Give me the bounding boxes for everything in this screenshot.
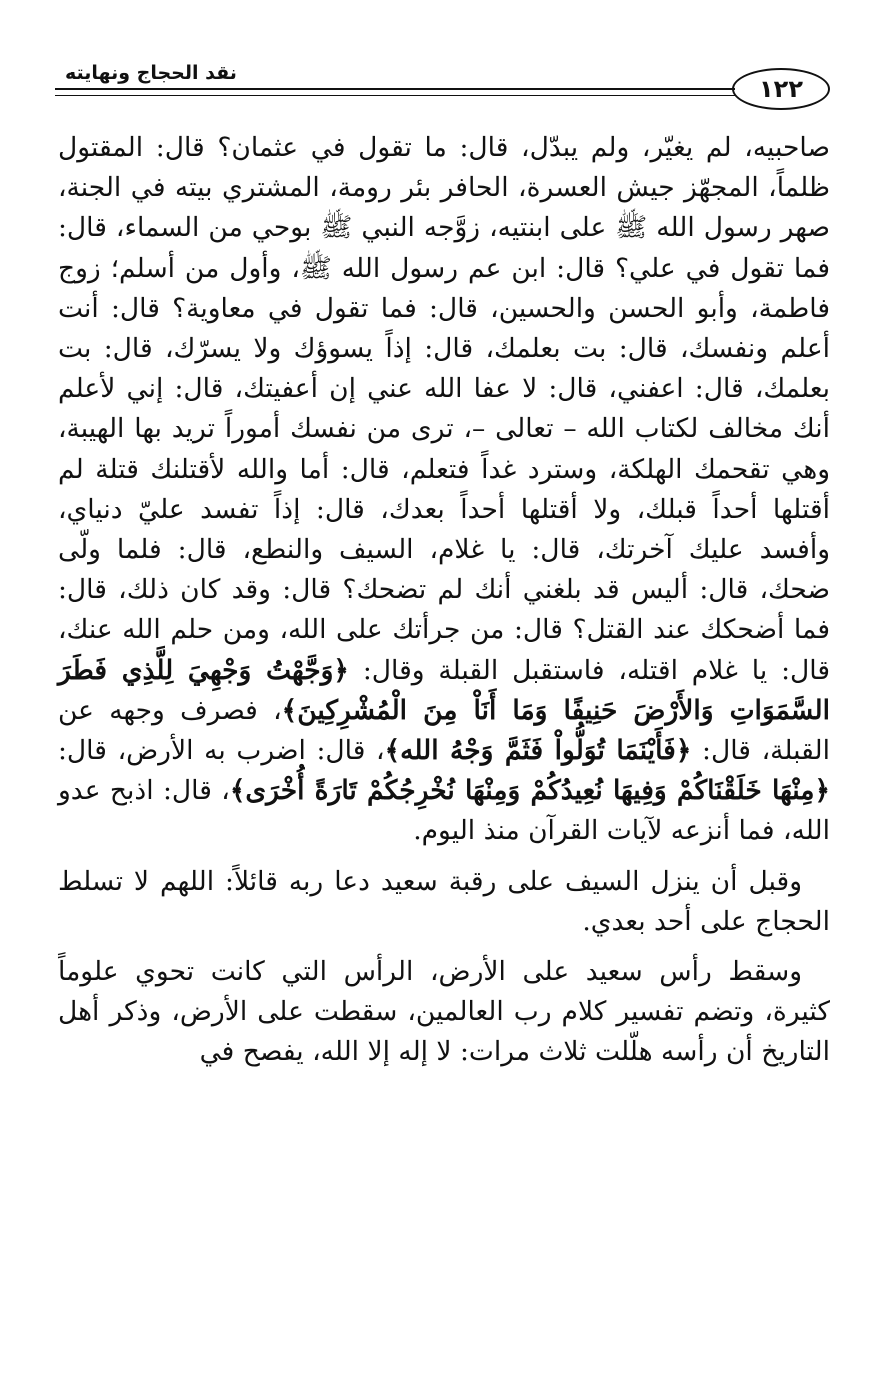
paragraph-2: وقبل أن ينزل السيف على رقبة سعيد دعا ربه قائلاً: اللهم لا تسلط الحجاج على أحد بعدي. xyxy=(58,865,830,937)
quran-verse: ﴿وَجَّهْتُ وَجْهِيَ لِلَّذِي فَطَرَ السَّمَوَاتِ وَالأَرْضَ حَنِيفًا وَمَا أَنَاْ مِنَ الْمُشْرِكِينَ﴾ xyxy=(58,654,830,726)
header-rule xyxy=(55,88,735,96)
paragraph-3: وسقط رأس سعيد على الأرض، الرأس التي كانت تحوي علوماً كثيرة، وتضم تفسير كلام رب العالمين، سقطت على الأرض، وذكر أهل التاريخ أن رأسه هلّلت ثلاث مرات: لا إله إلا الله، يفصح في xyxy=(58,956,830,1068)
text-segment: ، قال: اذبح عدو الله، فما أنزعه لآيات القرآن منذ اليوم. xyxy=(58,775,830,847)
text-segment: ، قال: اضرب به الأرض، قال: xyxy=(58,735,385,767)
paragraph-1 xyxy=(58,128,830,852)
quran-verse: ﴿فَأَيْنَمَا تُوَلُّواْ فَثَمَّ وَجْهُ الله﴾ xyxy=(384,735,692,767)
quran-verse: ﴿مِنْهَا خَلَقْنَاكُمْ وَفِيهَا نُعِيدُكُمْ وَمِنْهَا نُخْرِجُكُمْ تَارَةً أُخْرَى﴾ xyxy=(229,775,830,807)
text-segment: ، فصرف وجهه عن القبلة، قال: xyxy=(58,694,830,767)
running-title: نقد الحجاج ونهايته xyxy=(65,62,237,84)
page-body xyxy=(58,128,830,1073)
page-header xyxy=(55,58,830,108)
page-number: ١٢٢ xyxy=(732,68,830,110)
text-segment: صاحبيه، لم يغيّر، ولم يبدّل، قال: ما تقول في عثمان؟ قال: المقتول ظلماً، المجهّز جيش العسرة، الحافر بئر رومة، المشتري بيته في الجنة، صهر رسول الله ﷺ على ابنتيه، زوَّجه النبي ﷺ بوحي من السماء، قال: فما تقول في علي؟ قال: ابن عم رسول الله ﷺ، وأول من أسلم؛ زوج فاطمة، وأبو الحسن والحسين، قال: فما تقول في معاوية؟ قال: أنت أعلم ونفسك، قال: بت بعلمك، قال: إذاً يسوؤك ولا يسرّك، قال: بت بعلمك، قال: اعفني، قال: لا عفا الله عني إن أعفيتك، قال: إني لأعلم أنك مخالف لكتاب الله – تعالى –، ترى من نفسك أموراً تريد بها الهيبة، وهي تقحمك الهلكة، وسترد غداً فتعلم، قال: أما والله لأقتلنك قتلة لم أقتلها أحداً قبلك، ولا أقتلها أحداً بعدك، قال: إذاً تفسد عليّ دنياي، وأفسد عليك آخرتك، قال: يا غلام، السيف والنطع، قال: فلما ولّى ضحك، قال: أليس قد بلغني أنك لم تضحك؟ قال: وقد كان ذلك، قال: فما أضحكك عند القتل؟ قال: من جرأتك على الله، ومن حلم الله عنك، قال: يا غلام اقتله، فاستقبل القبلة وقال: xyxy=(58,132,830,686)
